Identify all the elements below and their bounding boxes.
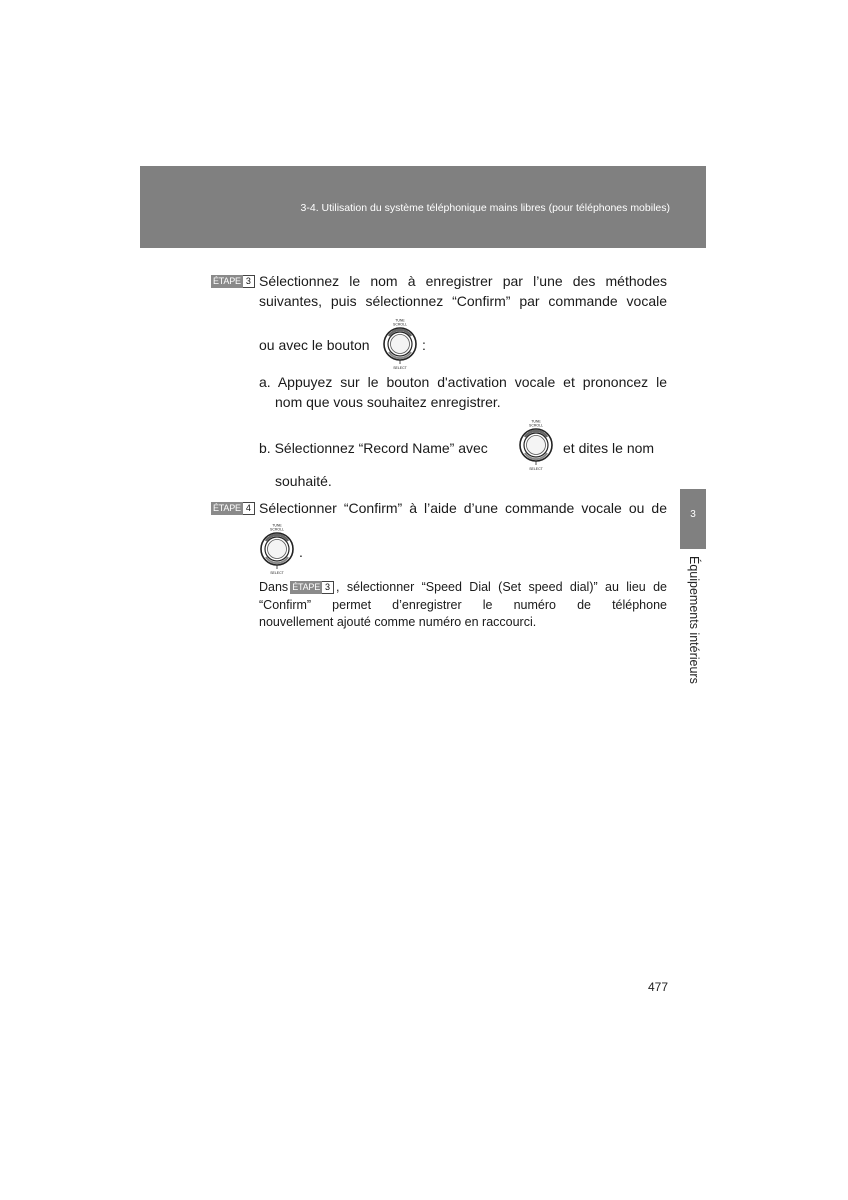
step-3-option-b-after: et dites le nom <box>563 440 655 456</box>
svg-text:SELECT: SELECT <box>529 467 543 471</box>
svg-text:TUNE: TUNE <box>531 419 541 424</box>
tune-scroll-select-knob-icon <box>380 318 420 372</box>
svg-text:TUNE: TUNE <box>395 318 405 323</box>
chapter-label: Équipements intérieurs <box>687 556 701 684</box>
step-badge-word: ÉTAPE <box>292 582 321 592</box>
chapter-tab <box>680 489 706 549</box>
svg-text:SCROLL: SCROLL <box>392 322 408 327</box>
step-3-line-1: Sélectionnez le nom à enregistrer par l’une des méthodes <box>259 273 667 289</box>
step-4-badge <box>211 502 255 515</box>
step-badge-word: ÉTAPE <box>213 276 241 286</box>
svg-text:SELECT: SELECT <box>393 366 407 370</box>
svg-text:SELECT: SELECT <box>270 571 284 575</box>
step-4-line-2-after: . <box>299 544 303 560</box>
step-3-option-b-line-2: souhaité. <box>275 473 332 489</box>
note-prefix: Dans <box>259 580 289 594</box>
step-badge-number: 3 <box>243 275 255 288</box>
svg-text:TUNE: TUNE <box>272 523 282 528</box>
tune-scroll-select-knob-icon <box>516 419 556 473</box>
note-line-1-after: , sélectionner “Speed Dial (Set speed dial)” au lieu de <box>336 580 667 594</box>
step-3-option-a-line-1: a. Appuyez sur le bouton d'activation vocale et prononcez le <box>259 374 667 390</box>
step-3-option-b-before: b. Sélectionnez “Record Name” avec <box>259 440 488 456</box>
step-3-line-3-after: : <box>422 337 426 353</box>
step-3-line-2: suivantes, puis sélectionnez “Confirm” par commande vocale <box>259 293 667 309</box>
svg-text:SCROLL: SCROLL <box>528 423 544 428</box>
note-line-1 <box>259 578 667 596</box>
svg-text:SCROLL: SCROLL <box>269 527 285 532</box>
step-badge-number: 4 <box>243 502 255 515</box>
note-line-3: nouvellement ajouté comme numéro en raccourci. <box>259 615 537 629</box>
step-3-option-a-line-2: nom que vous souhaitez enregistrer. <box>275 394 501 410</box>
step-badge-number: 3 <box>322 581 334 594</box>
step-badge-word: ÉTAPE <box>213 503 241 513</box>
step-3-line-3-before: ou avec le bouton <box>259 337 370 353</box>
section-header-bar <box>140 166 706 248</box>
chapter-number: 3 <box>690 509 696 520</box>
tune-scroll-select-knob-icon <box>257 523 297 577</box>
section-title: 3-4. Utilisation du système téléphonique mains libres (pour téléphones mobiles) <box>300 202 670 214</box>
step-3-badge <box>211 275 255 288</box>
note-step-badge <box>290 581 334 594</box>
page-number: 477 <box>648 980 669 994</box>
note-line-2: “Confirm” permet d’enregistrer le numéro de téléphone <box>259 598 667 612</box>
step-4-line-1: Sélectionner “Confirm” à l’aide d’une commande vocale ou de <box>259 500 667 516</box>
